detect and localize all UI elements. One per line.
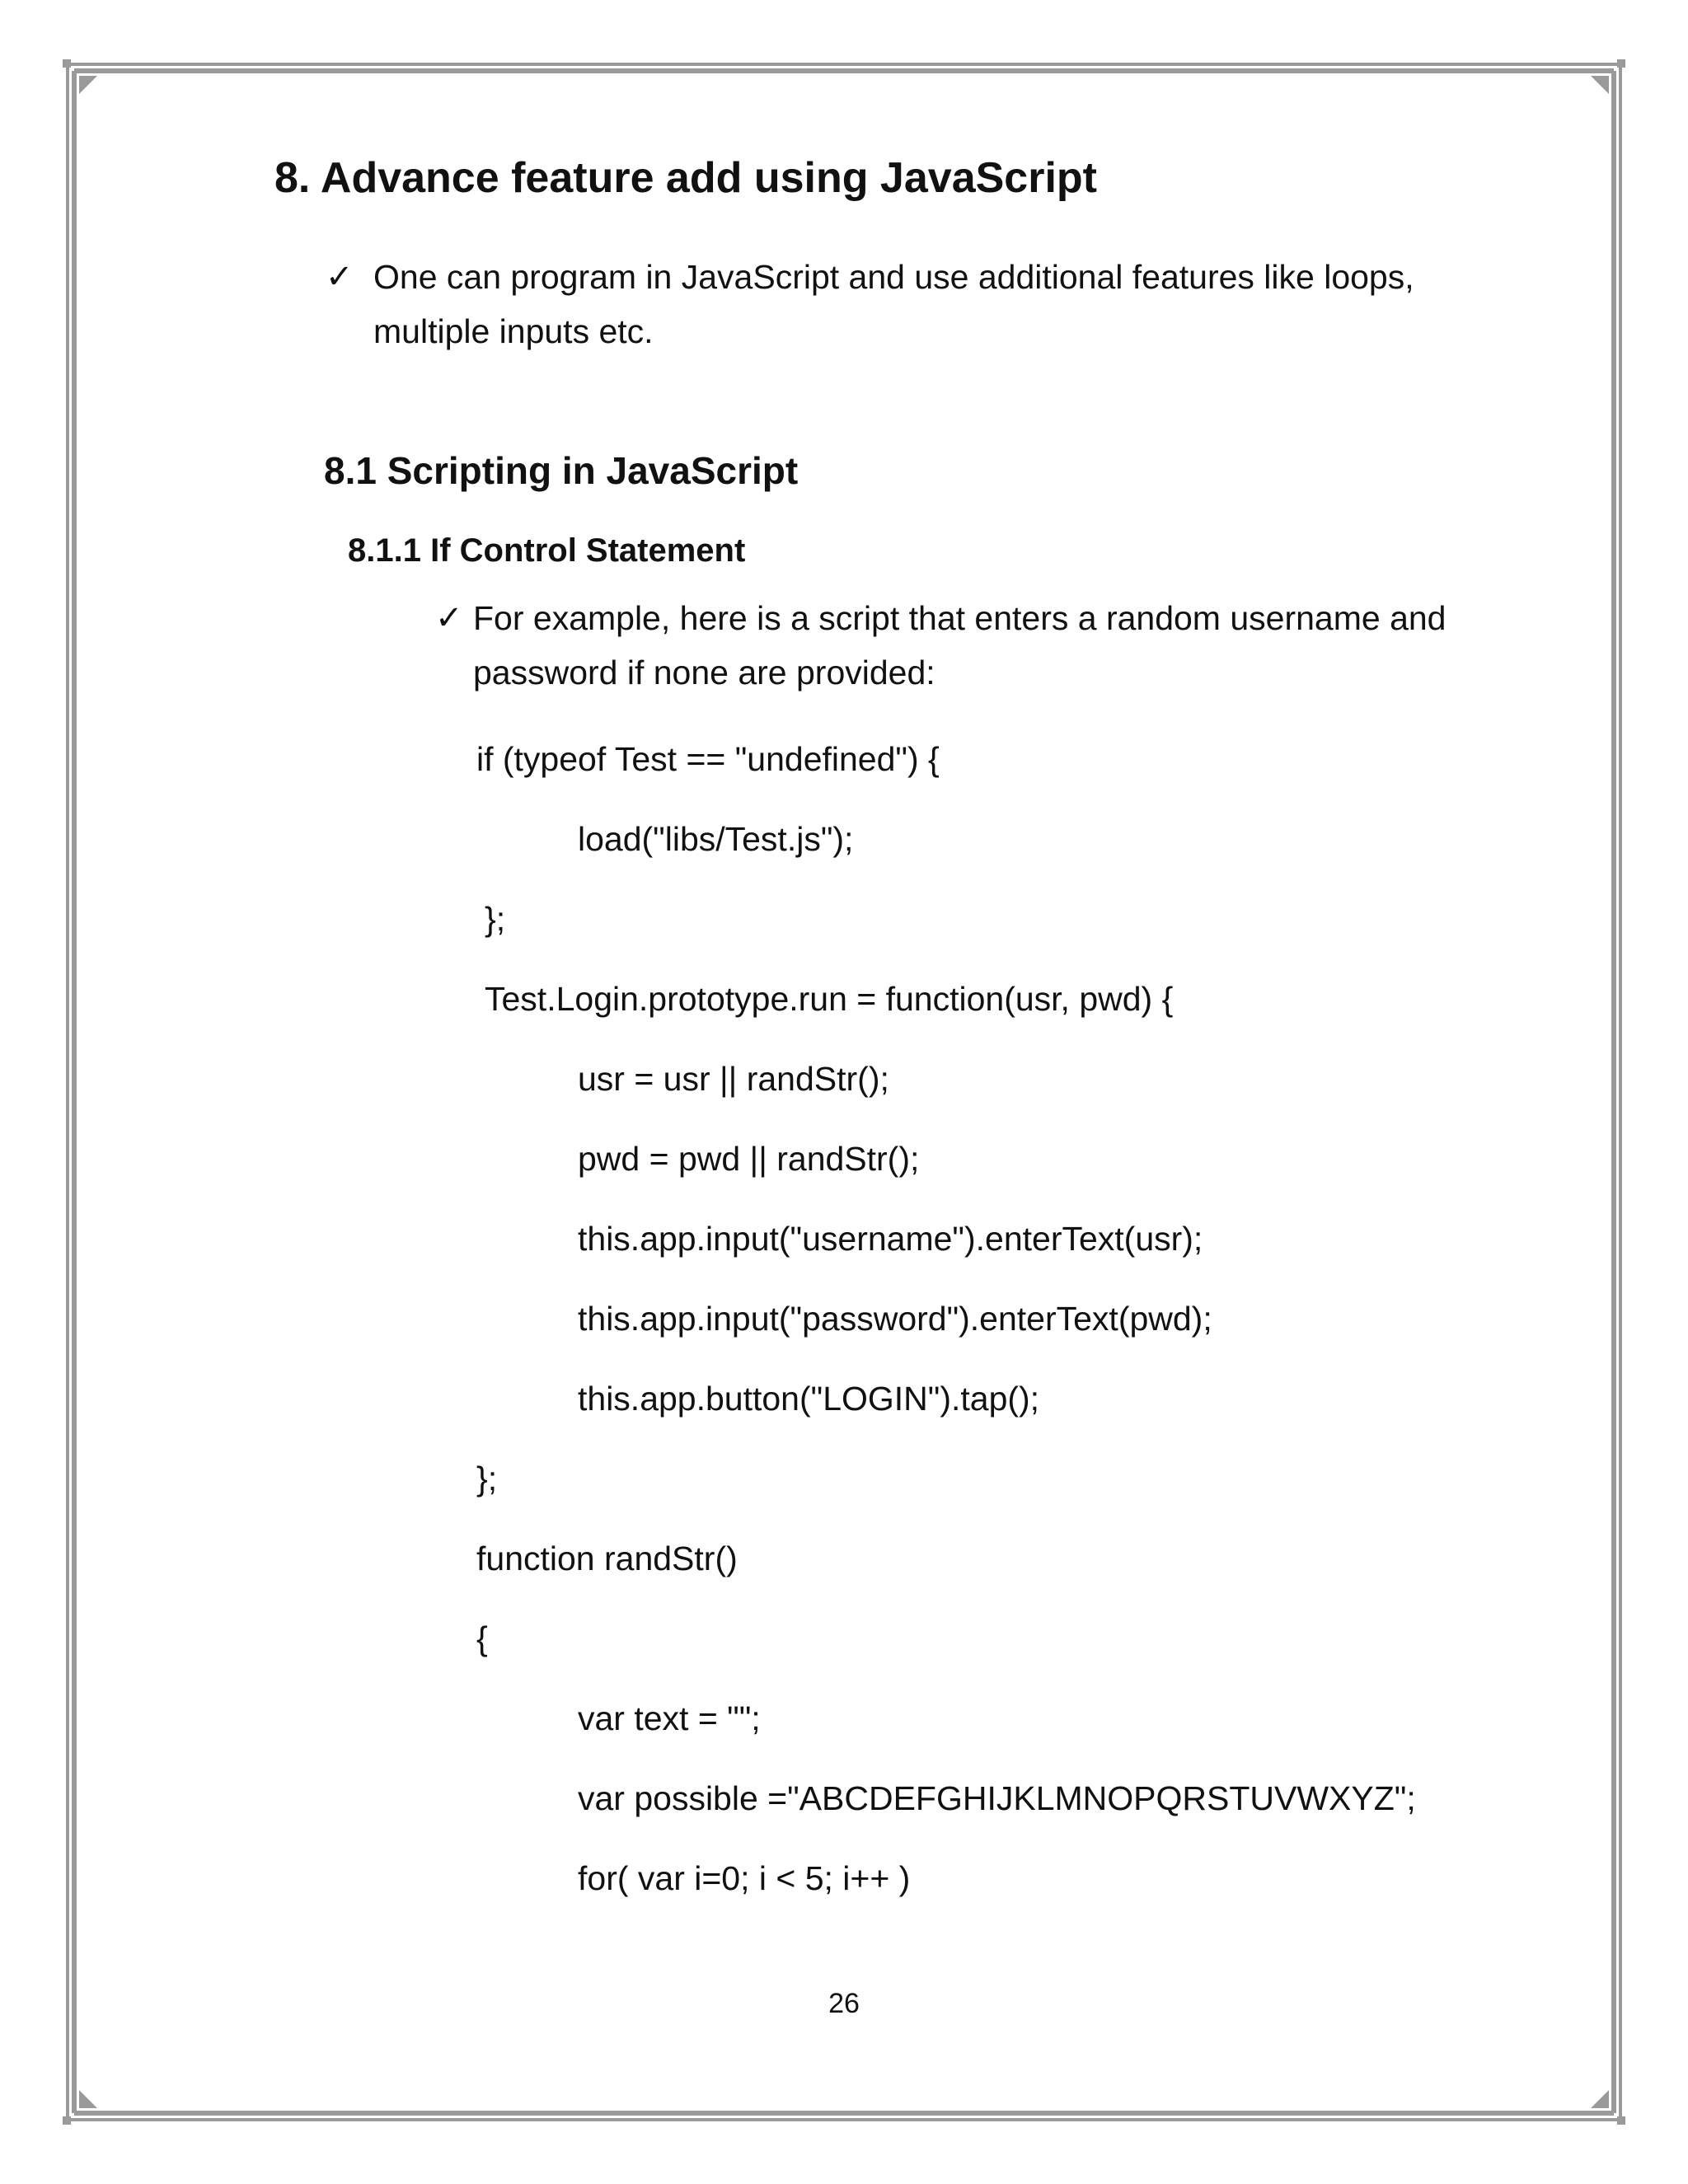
section-heading: 8. Advance feature add using JavaScript [274, 154, 1097, 202]
code-line: load("libs/Test.js"); [578, 820, 854, 858]
code-line: { [476, 1619, 488, 1657]
code-line: pwd = pwd || randStr(); [578, 1140, 920, 1178]
code-line: this.app.button("LOGIN").tap(); [578, 1380, 1040, 1418]
code-line: this.app.input("password").enterText(pwd); [578, 1300, 1212, 1338]
code-line: function randStr() [476, 1540, 738, 1577]
code-line: usr = usr || randStr(); [578, 1060, 889, 1098]
example-bullet [435, 591, 1536, 700]
code-line: }; [485, 900, 506, 938]
page-number: 26 [828, 1988, 860, 2019]
code-line: Test.Login.prototype.run = function(usr, pwd) { [485, 980, 1174, 1018]
code-line: this.app.input("username").enterText(usr); [578, 1220, 1203, 1258]
intro-bullet-text: One can program in JavaScript and use additional features like loops, multiple inputs etc. [373, 258, 1414, 350]
checkmark-icon: ✓ [326, 258, 354, 296]
code-line: for( var i=0; i < 5; i++ ) [578, 1859, 911, 1897]
code-line: if (typeof Test == "undefined") { [476, 740, 940, 778]
checkmark-icon: ✓ [435, 599, 463, 637]
intro-bullet [326, 250, 1478, 359]
code-line: var text = ""; [578, 1699, 761, 1737]
code-line: }; [476, 1460, 498, 1497]
code-line: var possible ="ABCDEFGHIJKLMNOPQRSTUVWXYZ"; [578, 1779, 1416, 1817]
example-bullet-text: For example, here is a script that enters a random username and password if none are provided: [473, 599, 1447, 691]
subsection-heading: 8.1 Scripting in JavaScript [324, 449, 799, 492]
subsubsection-heading: 8.1.1 If Control Statement [348, 532, 746, 569]
